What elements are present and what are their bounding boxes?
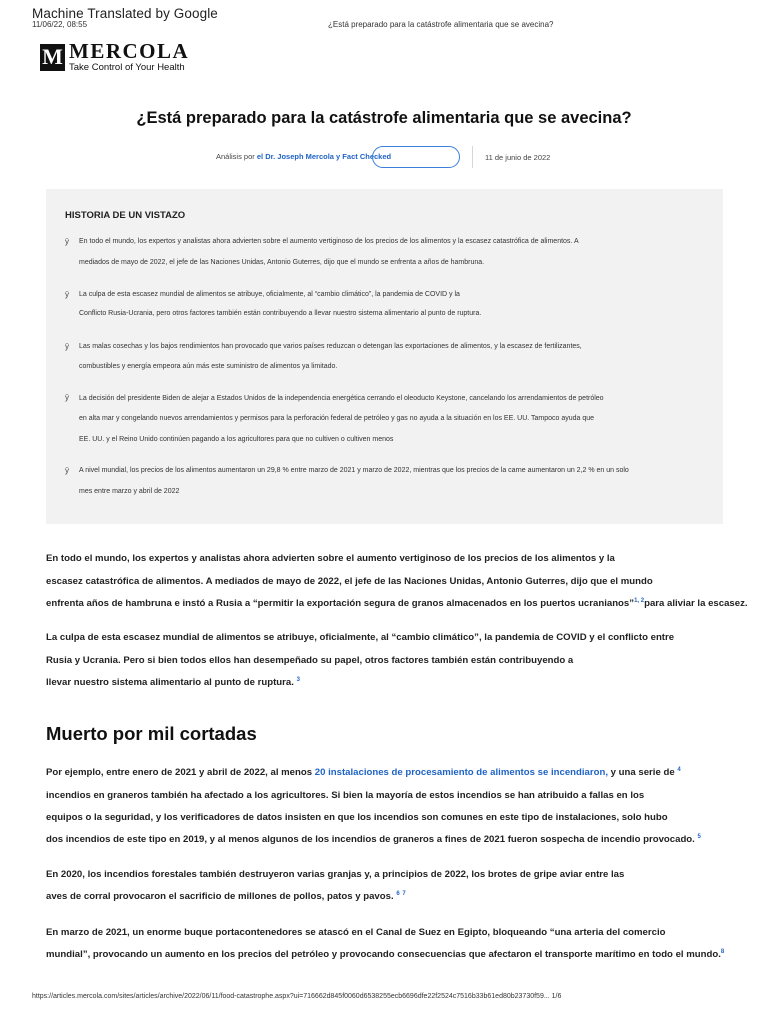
summary-bullet-line: Conflicto Rusia-Ucrania, pero otros factores también están contribuyendo a llevar nuestro sistema alimentario al punto de ruptura. — [79, 310, 482, 317]
print-datetime: 11/06/22, 08:55 — [32, 20, 88, 29]
byline-divider — [472, 146, 473, 168]
bullet-glyph: ÿ — [65, 466, 69, 475]
bullet-glyph: ÿ — [65, 237, 69, 246]
body-line — [46, 891, 406, 902]
footer-url: https://articles.mercola.com/sites/articles/archive/2022/06/11/food-catastrophe.aspx?ui=716662d845f0060d6538255ecb6696dfe22f2524c7516b33b61ed80b23730f59... — [32, 993, 550, 1000]
bullet-glyph: ÿ — [65, 290, 69, 299]
summary-bullet-line: A nivel mundial, los precios de los alimentos aumentaron un 29,8 % entre marzo de 2021 y marzo de 2022, mientras que los precios de la carne aumentaron un 2,2 % en un solo — [79, 467, 629, 474]
body-line-text: para aliviar la escasez. — [644, 598, 748, 610]
body-line-text: y una serie de — [608, 767, 675, 779]
summary-bullet-line: en alta mar y congelando nuevos arrendamientos y permisos para la perforación federal de petróleo y gas no ayuda a la situación en los EE. UU. Tampoco ayuda que — [79, 415, 595, 422]
summary-heading: HISTORIA DE UN VISTAZO — [65, 210, 186, 221]
summary-bullet-line: EE. UU. y el Reino Unido continúen pagando a los agricultores para que no cultiven o cultiven menos — [79, 436, 394, 443]
footnote-ref[interactable]: 3 — [296, 677, 300, 683]
summary-bullet-line: La culpa de esta escasez mundial de alimentos se atribuye, oficialmente, al “cambio climático”, la pandemia de COVID y la — [79, 291, 460, 298]
mercola-logo[interactable] — [40, 39, 190, 74]
bullet-glyph: ÿ — [65, 393, 69, 402]
summary-bullet-line: La decisión del presidente Biden de alejar a Estados Unidos de la independencia energética cerrando el oleoducto Keystone, cancelando los arrendamientos de petróleo — [79, 395, 604, 402]
author-link[interactable]: el Dr. Joseph Mercola y Fact Checked — [256, 152, 392, 161]
body-line: escasez catastrófica de alimentos. A mediados de mayo de 2022, el jefe de las Naciones Unidas, Antonio Guterres, dijo que el mundo — [46, 576, 653, 587]
summary-bullet-line: mes entre marzo y abril de 2022 — [79, 488, 180, 495]
body-line — [46, 767, 681, 778]
byline-prefix: Análisis por — [216, 152, 257, 161]
translation-banner: Machine Translated by Google — [32, 6, 218, 21]
publication-date: 11 de junio de 2022 — [485, 153, 551, 162]
body-line-text: Por ejemplo, entre enero de 2021 y abril de 2022, al menos — [46, 767, 315, 779]
footnote-ref[interactable]: 1, 2 — [634, 598, 645, 604]
body-line: La culpa de esta escasez mundial de alimentos se atribuye, oficialmente, al “cambio climático”, la pandemia de COVID y el conflicto entre — [46, 632, 675, 643]
article-headline: ¿Está preparado para la catástrofe alimentaria que se avecina? — [136, 109, 632, 127]
logo-brand: MERCOLA — [69, 39, 190, 64]
body-line: En todo el mundo, los expertos y analistas ahora advierten sobre el aumento vertiginoso de los precios de los alimentos y la — [46, 553, 615, 564]
byline — [216, 152, 391, 161]
body-line — [46, 834, 701, 845]
footnote-ref[interactable]: 5 — [697, 834, 701, 840]
fires-link[interactable]: 20 instalaciones de procesamiento de alimentos se incendiaron, — [314, 767, 608, 779]
body-line-text: llevar nuestro sistema alimentario al punto de ruptura. — [46, 677, 294, 689]
summary-bullet-line: Las malas cosechas y los bajos rendimientos han provocado que varios países reduzcan o detengan las exportaciones de alimentos, y la escasez de fertilizantes, — [79, 343, 582, 350]
summary-bullet-line: combustibles y energía empeora aún más este suministro de alimentos ya limitado. — [79, 363, 338, 370]
section-heading: Muerto por mil cortadas — [46, 723, 257, 744]
summary-bullet-line: mediados de mayo de 2022, el jefe de las Naciones Unidas, Antonio Guterres, dijo que el mundo se enfrenta a años de hambruna. — [79, 259, 485, 266]
body-line: incendios en graneros también ha afectado a los agricultores. Si bien la mayoría de estos incendios se han atribuido a fallas en los — [46, 790, 645, 801]
footnote-ref[interactable]: 4 — [677, 767, 681, 773]
footnote-ref[interactable]: 6 — [396, 891, 400, 897]
print-footer — [32, 993, 561, 1000]
summary-bullet-line: En todo el mundo, los expertos y analistas ahora advierten sobre el aumento vertiginoso de los precios de los alimentos y la escasez catastrófica de alimentos. A — [79, 238, 579, 245]
footnote-ref[interactable]: 7 — [402, 891, 406, 897]
logo-mark: M — [40, 44, 65, 71]
page-number: 1/6 — [551, 993, 562, 1000]
print-page-title: ¿Está preparado para la catástrofe alimentaria que se avecina? — [328, 20, 554, 29]
body-line-text: aves de corral provocaron el sacrificio de millones de pollos, patos y pavos. — [46, 891, 394, 903]
body-line: equipos o la seguridad, y los verificadores de datos insisten en que los incendios son comunes en este tipo de instalaciones, solo hubo — [46, 812, 668, 823]
body-line — [46, 677, 300, 688]
logo-tagline: Take Control of Your Health — [69, 62, 185, 74]
body-line: Rusia y Ucrania. Pero si bien todos ellos han desempeñado su papel, otros factores también están contribuyendo a — [46, 655, 574, 666]
body-line — [46, 949, 724, 960]
body-line-text: enfrenta años de hambruna e instó a Rusia a “permitir la exportación segura de granos almacenados en los puertos ucranianos” — [46, 598, 635, 610]
body-line-text: dos incendios de este tipo en 2019, y al menos algunos de los incendios de graneros a fines de 2021 fueron sospecha de incendio provocado. — [46, 834, 695, 846]
body-line: En marzo de 2021, un enorme buque portacontenedores se atascó en el Canal de Suez en Egipto, bloqueando “una arteria del comercio — [46, 927, 666, 938]
body-line-text: mundial”, provocando un aumento en los precios del petróleo y provocando consecuencias que afectaron el transporte marítimo en todo el mundo. — [46, 949, 721, 961]
footnote-ref[interactable]: 8 — [720, 949, 725, 955]
body-line: En 2020, los incendios forestales también destruyeron varias granjas y, a principios de 2022, los brotes de gripe aviar entre las — [46, 869, 625, 880]
fact-checked-outline — [372, 146, 460, 168]
body-line — [46, 598, 748, 609]
bullet-glyph: ÿ — [65, 342, 69, 351]
